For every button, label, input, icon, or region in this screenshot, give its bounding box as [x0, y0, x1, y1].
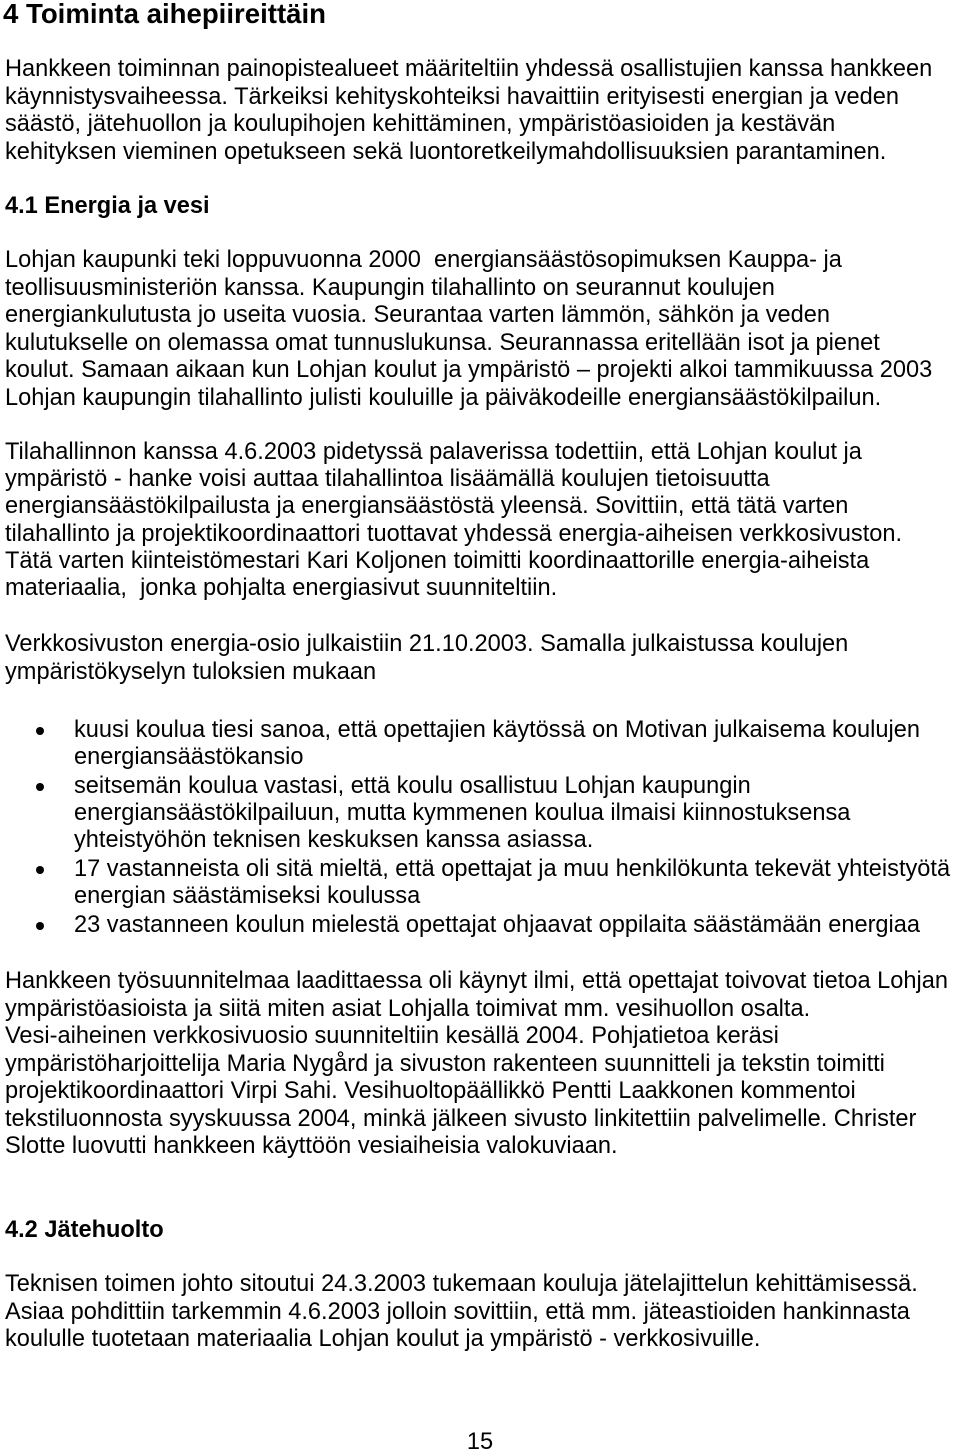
text-line: kuusi koulua tiesi sanoa, että opettajien käytössä on Motivan julkaisema koulujen	[74, 717, 920, 743]
page-number: 15	[466, 1429, 494, 1455]
bullet-marker-icon	[36, 922, 44, 930]
text-line: koululle tuotetaan materiaalia Lohjan koulut ja ympäristö - verkkosivuille.	[5, 1326, 761, 1352]
text-line: kulutukselle on olemassa omat tunnuslukunsa. Seurannassa eritellään isot ja pienet	[5, 329, 880, 356]
text-line: Vesi-aiheinen verkkosivuosio suunniteltiin kesällä 2004. Pohjatietoa keräsi	[5, 1023, 779, 1049]
text-line: seitsemän koulua vastasi, että koulu osallistuu Lohjan kaupungin	[74, 773, 751, 799]
text-line: käynnistysvaiheessa. Tärkeiksi kehityskohteiksi havaittiin erityisesti energian ja veden	[5, 83, 899, 110]
text-line: kehityksen vieminen opetukseen sekä luontoretkeilymahdollisuuksien parantaminen.	[5, 138, 887, 165]
text-line: materiaalia, jonka pohjalta energiasivut suunniteltiin.	[5, 574, 558, 601]
text-line: ympäristöasioista ja siitä miten asiat Lohjalla toimivat mm. vesihuollon osalta.	[5, 995, 811, 1022]
text-line: Verkkosivuston energia-osio julkaistiin 21.10.2003. Samalla julkaistussa koulujen	[5, 631, 849, 657]
text-line: Tilahallinnon kanssa 4.6.2003 pidetyssä palaverissa todettiin, että Lohjan koulut ja	[5, 439, 862, 465]
text-line: Teknisen toimen johto sitoutui 24.3.2003 tukemaan kouluja jätelajittelun kehittämisessä.	[5, 1271, 918, 1297]
list-item-text	[74, 773, 850, 854]
section-title-waste-management: 4.2 Jätehuolto	[5, 1217, 164, 1243]
list-item-text	[74, 717, 920, 771]
text-line: yhteistyöhön teknisen keskuksen kanssa asiassa.	[74, 827, 594, 853]
text-line: 17 vastanneista oli sitä mieltä, että opettajat ja muu henkilökunta tekevät yhteistyötä	[74, 856, 951, 882]
bullet-marker-icon	[36, 727, 44, 735]
bullet-marker-icon	[36, 866, 44, 874]
text-line: tekstiluonnosta syyskuussa 2004, minkä jälkeen sivusto linkitettiin palvelimelle. Christer	[5, 1105, 917, 1132]
energy-paragraph-2	[5, 439, 902, 602]
list-item-text	[74, 856, 950, 910]
text-line: Hankkeen työsuunnitelmaa laadittaessa oli käynyt ilmi, että opettajat toivovat tietoa Lohjan	[5, 968, 949, 994]
text-line: energian säästämiseksi koulussa	[74, 883, 421, 909]
water-paragraph	[5, 968, 948, 1161]
energy-paragraph-1	[5, 247, 932, 412]
text-line: tilahallinto ja projektikoordinaattori tuottavat yhdessä energia-aiheisen verkkosivuston.	[5, 520, 903, 547]
text-line: energiansäästökansio	[74, 744, 304, 770]
text-line: projektikoordinaattori Virpi Sahi. Vesihuoltopäällikkö Pentti Laakkonen kommentoi	[5, 1078, 856, 1104]
text-line: Asiaa pohdittiin tarkemmin 4.6.2003 jolloin sovittiin, että mm. jäteastioiden hankinnasta	[5, 1298, 910, 1325]
text-line: Tätä varten kiinteistömestari Kari Koljonen toimitti koordinaattorille energia-aiheista	[5, 547, 870, 574]
text-line: koulut. Samaan aikaan kun Lohjan koulut ja ympäristö – projekti alkoi tammikuussa 2003	[5, 357, 933, 383]
text-line: energiansäästökilpailuun, mutta kymmenen koulua ilmaisi kiinnostuksensa	[74, 800, 851, 826]
text-line: ympäristö - hanke voisi auttaa tilahallintoa lisäämällä koulujen tietoisuutta	[5, 466, 770, 493]
text-line: säästö, jätehuollon ja koulupihojen kehittäminen, ympäristöasioiden ja kestävän	[5, 111, 836, 137]
waste-paragraph	[5, 1271, 918, 1354]
text-line: Lohjan kaupunki teki loppuvuonna 2000 energiansäästösopimuksen Kauppa- ja	[5, 247, 842, 273]
text-line: energiankulutusta jo useita vuosia. Seurantaa varten lämmön, sähkön ja veden	[5, 302, 830, 328]
list-item-text	[74, 912, 920, 939]
text-line: Slotte luovutti hankkeen käyttöön vesiaiheisia valokuviaan.	[5, 1133, 618, 1159]
text-line: energiansäästökilpailusta ja energiansäästöstä yleensä. Sovittiin, että tätä varten	[5, 493, 849, 520]
text-line: ympäristöharjoittelija Maria Nygård ja sivuston rakenteen suunnitteli ja tekstin toimitti	[5, 1050, 885, 1077]
chapter-title: 4 Toiminta aihepiireittäin	[3, 0, 326, 29]
text-line: 23 vastanneen koulun mielestä opettajat ohjaavat oppilaita säästämään energiaa	[74, 912, 921, 938]
text-line: ympäristökyselyn tuloksien mukaan	[5, 658, 377, 685]
text-line: Hankkeen toiminnan painopistealueet määriteltiin yhdessä osallistujien kanssa hankkeen	[5, 56, 933, 82]
text-line: Lohjan kaupungin tilahallinto julisti kouluille ja päiväkodeille energiansäästökilpailun.	[5, 384, 882, 411]
bullet-marker-icon	[36, 783, 44, 791]
text-line: teollisuusministeriön kanssa. Kaupungin tilahallinto on seurannut koulujen	[5, 274, 775, 301]
section-title-energy-water: 4.1 Energia ja vesi	[5, 193, 210, 219]
chapter-intro-paragraph	[5, 56, 932, 166]
energy-paragraph-3	[5, 631, 848, 686]
